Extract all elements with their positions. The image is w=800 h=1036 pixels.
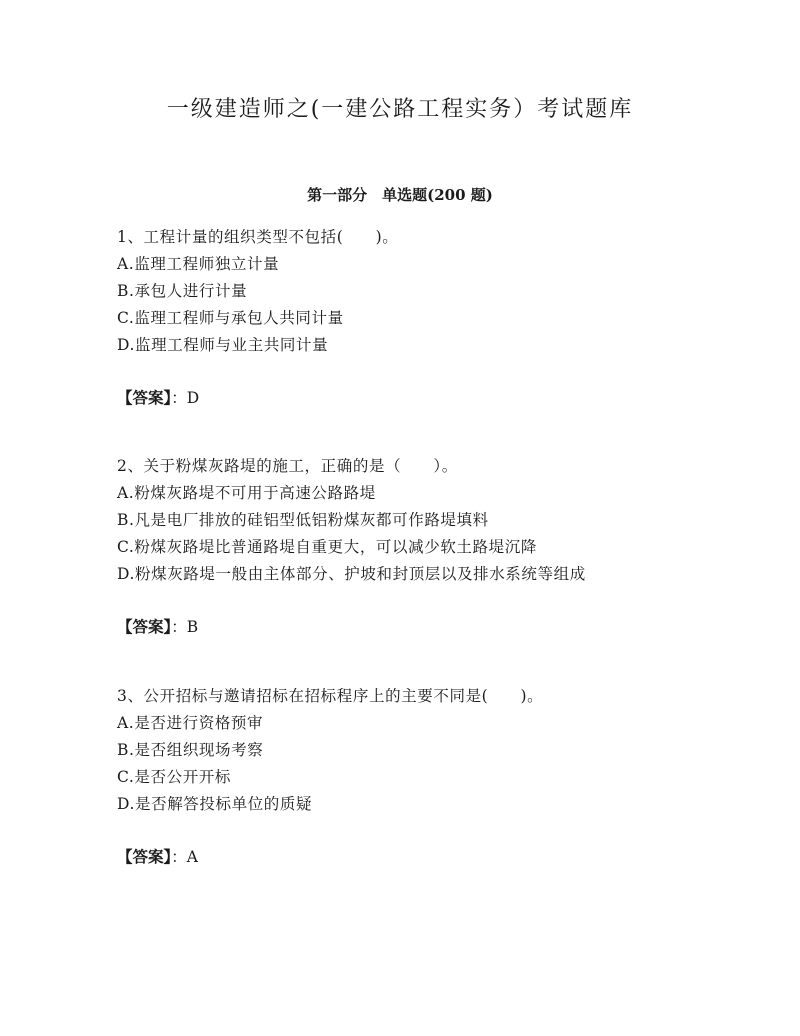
option-c: C.监理工程师与承包人共同计量 — [117, 309, 344, 327]
option-b: B.凡是电厂排放的硅铝型低铝粉煤灰都可作路堤填料 — [117, 511, 489, 529]
question-3 — [117, 683, 757, 870]
answer-value: ：B — [171, 618, 199, 636]
option-b: B.是否组织现场考察 — [117, 741, 264, 759]
option-d: D.是否解答投标单位的质疑 — [117, 795, 313, 813]
option-a: A.监理工程师独立计量 — [117, 255, 280, 273]
question-stem: 3、公开招标与邀请招标在招标程序上的主要不同是( )。 — [117, 687, 544, 705]
option-a: A.粉煤灰路堤不可用于高速公路路堤 — [117, 484, 376, 502]
answer-line — [117, 613, 757, 640]
section-title: 第一部分 单选题(200 题) — [307, 186, 493, 204]
answer-line — [117, 843, 757, 870]
question-stem: 1、工程计量的组织类型不包括( )。 — [117, 228, 399, 246]
answer-label: 【答案】 — [117, 847, 172, 866]
question-2 — [117, 453, 757, 640]
option-c: C.是否公开开标 — [117, 768, 232, 786]
document-title: 一级建造师之(一建公路工程实务）考试题库 — [166, 97, 634, 122]
option-c: C.粉煤灰路堤比普通路堤自重更大，可以减少软土路堤沉降 — [117, 538, 537, 556]
answer-value: ：D — [171, 389, 200, 407]
option-a: A.是否进行资格预审 — [117, 714, 264, 732]
option-b: B.承包人进行计量 — [117, 282, 248, 300]
answer-label: 【答案】 — [117, 617, 172, 636]
question-stem: 2、关于粉煤灰路堤的施工，正确的是（ ）。 — [117, 457, 458, 475]
answer-line — [117, 384, 757, 411]
answer-value: ：A — [171, 848, 198, 866]
question-1 — [117, 224, 757, 411]
option-d: D.粉煤灰路堤一般由主体部分、护坡和封顶层以及排水系统等组成 — [117, 565, 586, 583]
option-d: D.监理工程师与业主共同计量 — [117, 336, 329, 354]
answer-label: 【答案】 — [117, 388, 172, 407]
